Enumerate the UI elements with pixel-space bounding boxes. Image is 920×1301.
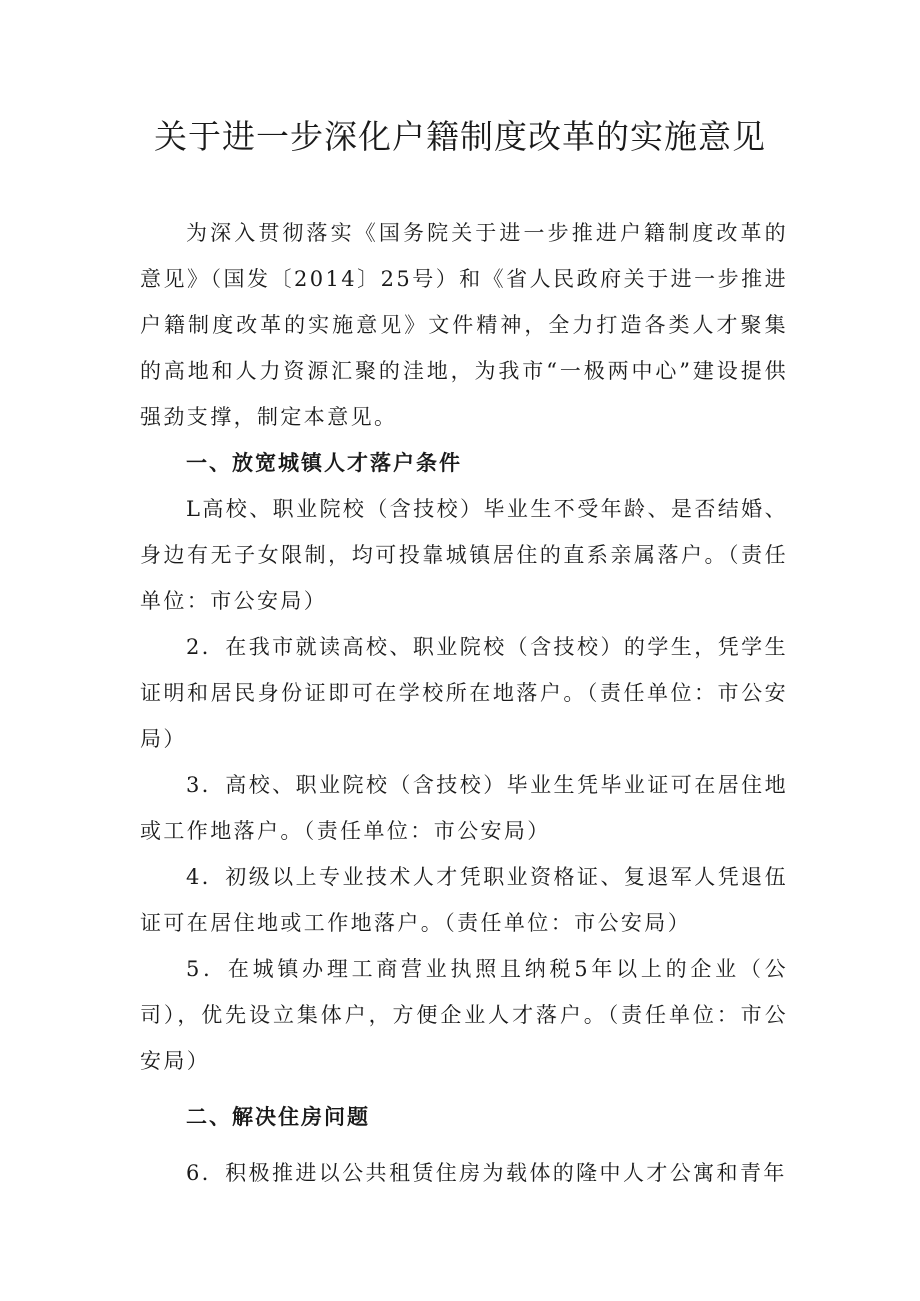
intro-paragraph: 为深入贯彻落实《国务院关于进一步推进户籍制度改革的意见》（国发〔2014〕25号）和《省人民政府关于进一步推进户籍制度改革的实施意见》文件精神，全力打造各类人才聚集的高地和人力资源汇聚的洼地，为我市“一极两中心”建设提供强劲支撑，制定本意见。	[140, 221, 788, 429]
list-item-1: L高校、职业院校（含技校）毕业生不受年龄、是否结婚、身边有无子女限制，均可投靠城镇居住的直系亲属落户。（责任单位：市公安局）	[140, 497, 788, 613]
list-item-6: 6．积极推进以公共租赁住房为载体的隆中人才公寓和青年	[186, 1161, 787, 1185]
section-heading-2: 二、解决住房问题	[186, 1105, 370, 1129]
document-body	[140, 210, 788, 1196]
section-heading-1: 一、放宽城镇人才落户条件	[186, 451, 462, 475]
list-item-2: 2．在我市就读高校、职业院校（含技校）的学生，凭学生证明和居民身份证即可在学校所在地落户。（责任单位：市公安局）	[140, 635, 788, 751]
list-item-4: 4．初级以上专业技术人才凭职业资格证、复退军人凭退伍证可在居住地或工作地落户。（责任单位：市公安局）	[140, 865, 788, 935]
list-item-3: 3．高校、职业院校（含技校）毕业生凭毕业证可在居住地或工作地落户。（责任单位：市公安局）	[140, 773, 788, 843]
document-title: 关于进一步深化户籍制度改革的实施意见	[154, 117, 766, 156]
list-item-5: 5．在城镇办理工商营业执照且纳税5年以上的企业（公司），优先设立集体户，方便企业人才落户。（责任单位：市公安局）	[140, 957, 788, 1073]
